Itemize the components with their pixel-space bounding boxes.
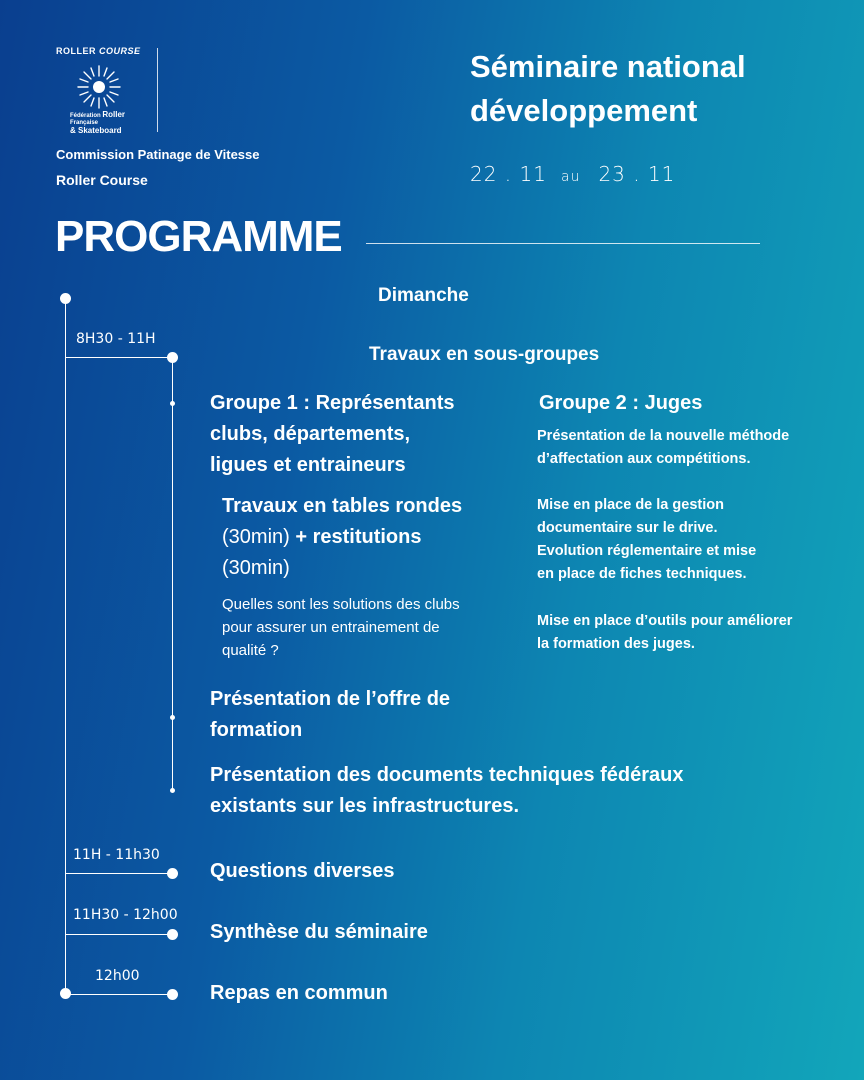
sub-timeline-dot: [170, 715, 175, 720]
federation-line1: Fédération: [70, 113, 101, 119]
group2-point3-line1: Mise en place d’outils pour améliorer: [537, 613, 793, 629]
federation-skate: & Skateboard: [70, 126, 122, 135]
group2-point3-line2: la formation des juges.: [537, 636, 695, 652]
round-tables-line1: Travaux en tables rondes: [222, 495, 463, 517]
group1-question: [222, 593, 460, 662]
event-title-line2: développement: [470, 93, 698, 128]
heading-rule: [366, 243, 760, 244]
logo-wordmark: [56, 46, 141, 56]
group1-title: [210, 388, 455, 481]
group2-point2: [537, 494, 756, 586]
group2-point1-line2: d’affectation aux compétitions.: [537, 451, 751, 467]
training-offer-line2: formation: [210, 719, 303, 741]
round-tables-line3: (30min): [222, 557, 290, 579]
date-start: 22 . 11: [470, 162, 547, 186]
programme-heading: PROGRAMME: [55, 212, 342, 261]
question-line3: qualité ?: [222, 642, 279, 659]
slot-time: 8H30 - 11H: [76, 331, 156, 347]
technical-documents-line1: Présentation des documents techniques fédéraux: [210, 764, 684, 786]
training-offer-line1: Présentation de l’offre de: [210, 688, 451, 710]
slot-title: Questions diverses: [210, 860, 395, 882]
group2-point2-line4: en place de fiches techniques.: [537, 566, 747, 582]
sub-timeline-dot: [170, 788, 175, 793]
group2-point2-line3: Evolution réglementaire et mise: [537, 543, 757, 559]
slot-time: 11H30 - 12h00: [73, 907, 178, 923]
federation-name: [70, 111, 160, 136]
question-line1: Quelles sont les solutions des clubs: [222, 596, 460, 613]
group2-point1: [537, 425, 789, 471]
logo-brand-right: COURSE: [99, 46, 141, 56]
technical-documents: [210, 760, 683, 822]
group2-point2-line2: documentaire sur le drive.: [537, 520, 718, 536]
round-tables-duration: (30min): [222, 526, 296, 548]
slot-title: Travaux en sous-groupes: [369, 344, 600, 365]
group2-point3: [537, 610, 792, 656]
commission-subtitle: Roller Course: [56, 172, 148, 188]
group1-title-line1: Groupe 1 : Représentants: [210, 392, 455, 414]
round-tables: [222, 491, 462, 584]
group2-title: Groupe 2 : Juges: [539, 392, 703, 414]
slot-dot: [167, 352, 178, 363]
logo-divider: [157, 48, 158, 132]
federation-starburst-logo-icon: [76, 64, 122, 110]
day-label: Dimanche: [378, 285, 469, 306]
event-title: [470, 45, 850, 133]
slot-title: Synthèse du séminaire: [210, 921, 428, 943]
slot-dot: [167, 868, 178, 879]
logo-brand-left: ROLLER: [56, 46, 96, 56]
federation-roller: Roller: [102, 110, 126, 119]
slot-dot: [167, 929, 178, 940]
slot-title: Repas en commun: [210, 982, 388, 1004]
training-offer: [210, 684, 450, 746]
slot-time: 12h00: [95, 968, 140, 984]
slot-connector: [65, 934, 172, 935]
slot-time: 11H - 11h30: [73, 847, 160, 863]
date-end: 23 . 11: [598, 162, 676, 186]
group2-point2-line1: Mise en place de la gestion: [537, 497, 724, 513]
round-tables-restitutions: + restitutions: [295, 526, 422, 548]
commission-name: Commission Patinage de Vitesse: [56, 147, 260, 162]
event-title-line1: Séminaire national: [470, 49, 746, 84]
slot-dot: [167, 989, 178, 1000]
technical-documents-line2: existants sur les infrastructures.: [210, 795, 520, 817]
question-line2: pour assurer un entrainement de: [222, 619, 440, 636]
federation-line2: Française: [70, 120, 99, 126]
slot-connector: [65, 873, 172, 874]
sub-timeline: [172, 357, 173, 791]
date-separator: au: [560, 169, 581, 185]
group1-title-line2: clubs, départements,: [210, 423, 411, 445]
main-timeline: [65, 298, 66, 994]
slot-connector: [65, 994, 172, 995]
slot-connector: [65, 357, 172, 358]
sub-timeline-dot: [170, 401, 175, 406]
group2-point1-line1: Présentation de la nouvelle méthode: [537, 428, 790, 444]
event-dates: [470, 162, 675, 186]
round-tables-line2: [222, 522, 462, 553]
timeline-start-dot: [60, 293, 71, 304]
group1-title-line3: ligues et entraineurs: [210, 454, 406, 476]
